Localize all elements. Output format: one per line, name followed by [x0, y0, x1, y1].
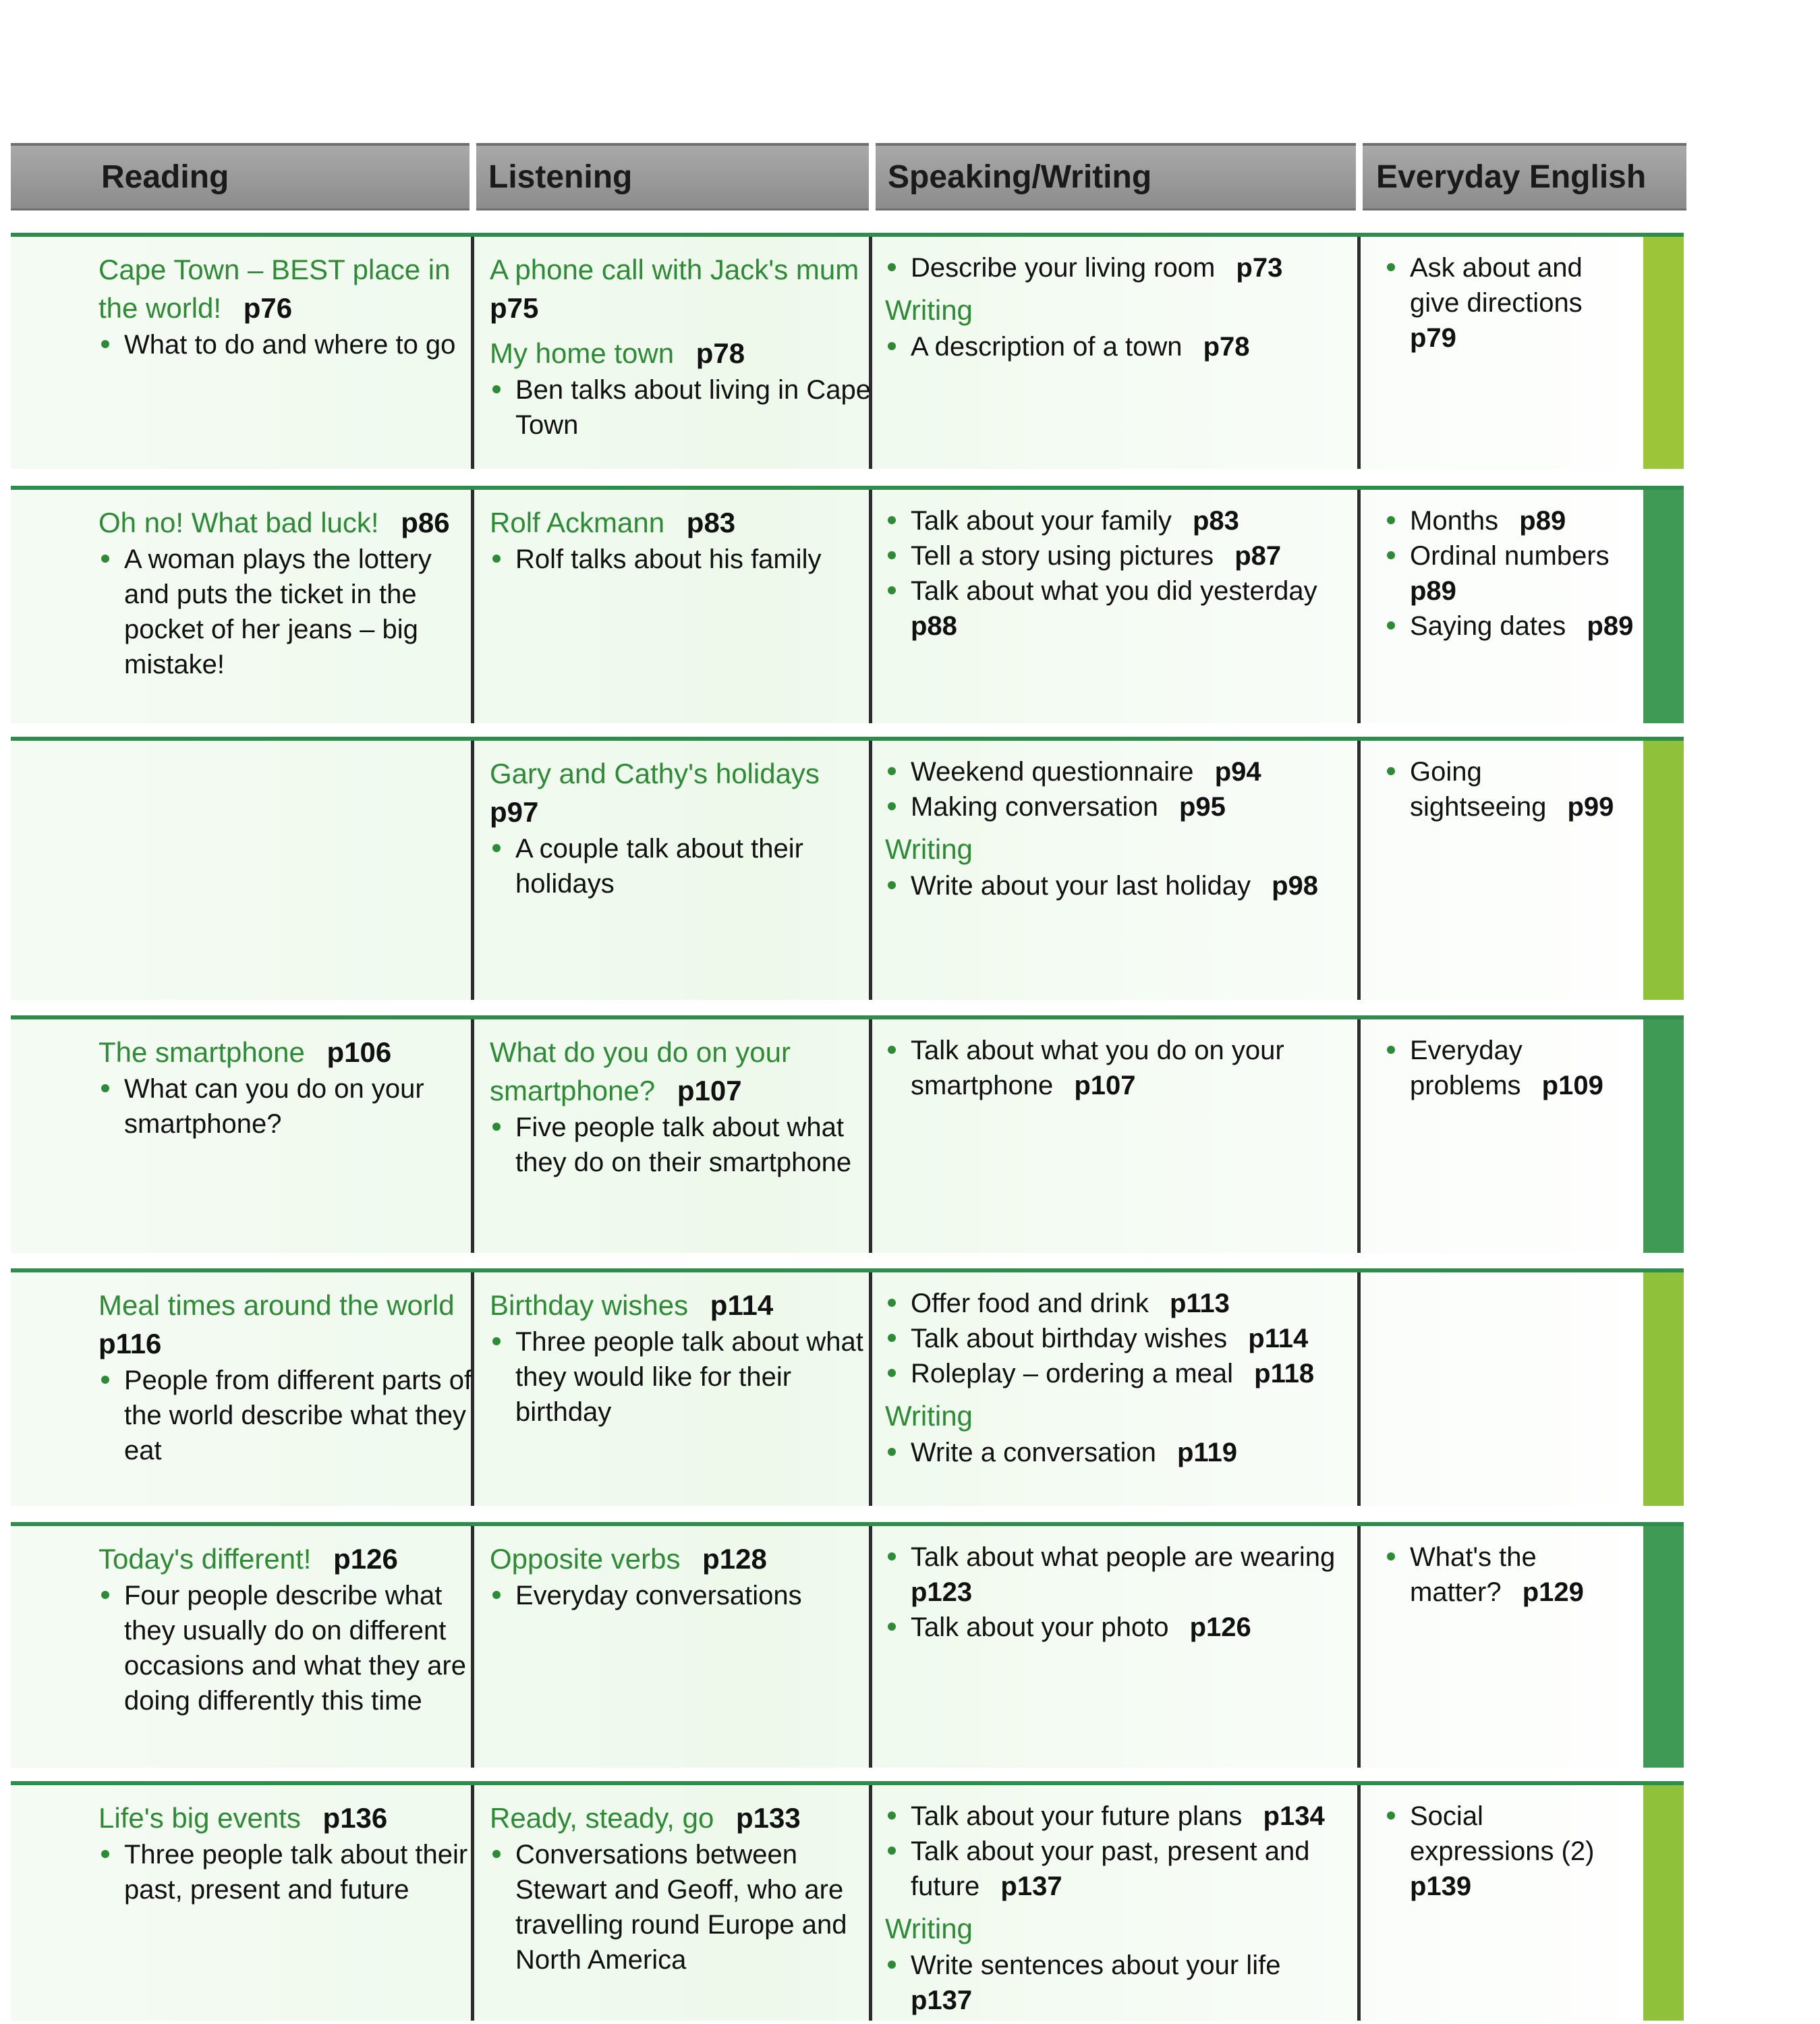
- reading-bullet-list: [98, 542, 476, 682]
- reading-title-text: Life's big events: [98, 1802, 301, 1834]
- speaking-page-ref: p94: [1214, 757, 1261, 787]
- speaking-bullet-text: Talk about your photo: [911, 1612, 1169, 1642]
- everyday-bullet-item: [1384, 503, 1634, 538]
- reading-bullet-item: [98, 1071, 476, 1142]
- speaking-bullet-item: [885, 538, 1357, 573]
- reading-title: [98, 1799, 476, 1837]
- listening-title-text: My home town: [490, 337, 675, 369]
- header-listening: [476, 143, 869, 210]
- speaking-bullet-list: [885, 1435, 1357, 1470]
- speaking-bullet-item: [885, 1799, 1357, 1834]
- everyday-page-ref: p99: [1567, 792, 1614, 822]
- speaking-bullet-list: [885, 754, 1357, 824]
- everyday-english-cell: [1384, 1033, 1634, 1103]
- everyday-bullet-text: Ask about and give directions: [1410, 253, 1583, 318]
- reading-bullet-item: [98, 327, 476, 362]
- reading-bullet-text: People from different parts of the world describe what they eat: [124, 1366, 472, 1465]
- column-divider: [471, 741, 474, 1000]
- listening-bullet-list: [490, 1324, 881, 1430]
- column-divider: [1357, 1019, 1361, 1253]
- everyday-page-ref: p89: [1519, 506, 1566, 536]
- listening-bullet-text: Everyday conversations: [515, 1581, 802, 1610]
- reading-bullet-list: [98, 1578, 476, 1718]
- column-divider: [1357, 1785, 1361, 2021]
- writing-heading: Writing: [885, 833, 973, 865]
- speaking-bullet-text: Write sentences about your life: [911, 1950, 1281, 1980]
- everyday-bullet-text: What's the matter?: [1410, 1542, 1537, 1607]
- unit-row: [11, 737, 1684, 1000]
- listening-bullet-text: A couple talk about their holidays: [515, 834, 803, 899]
- reading-cell: [98, 1799, 476, 1907]
- reading-bullet-list: [98, 1363, 476, 1468]
- everyday-page-ref: p89: [1587, 611, 1634, 641]
- listening-bullet-list: [490, 1578, 881, 1613]
- listening-page-ref: p75: [490, 292, 539, 324]
- listening-item: [490, 754, 881, 901]
- listening-title-text: Rolf Ackmann: [490, 507, 665, 538]
- speaking-writing-cell: [885, 1540, 1357, 1645]
- listening-bullet-item: [490, 1110, 881, 1180]
- everyday-english-cell: [1384, 250, 1634, 356]
- everyday-bullet-item: [1384, 250, 1634, 356]
- listening-bullet-list: [490, 372, 881, 443]
- speaking-page-ref: p137: [911, 1986, 973, 2015]
- everyday-bullet-text: Months: [1410, 506, 1499, 536]
- speaking-page-ref: p113: [1169, 1289, 1230, 1318]
- speaking-page-ref: p88: [911, 611, 957, 641]
- header-reading-label: Reading: [101, 159, 229, 195]
- speaking-bullet-list: [885, 1033, 1357, 1103]
- reading-cell: [98, 503, 476, 682]
- reading-title: [98, 1033, 476, 1071]
- listening-item: [490, 1540, 881, 1613]
- listening-title-text: Opposite verbs: [490, 1543, 681, 1575]
- listening-cell: [490, 503, 881, 577]
- unit-row: [11, 1015, 1684, 1253]
- speaking-bullet-item: [885, 573, 1357, 644]
- speaking-page-ref: p73: [1236, 253, 1283, 283]
- speaking-page-ref: p123: [911, 1577, 973, 1607]
- listening-cell: [490, 1540, 881, 1613]
- speaking-bullet-item: [885, 1540, 1357, 1610]
- speaking-bullet-item: [885, 329, 1357, 364]
- speaking-writing-cell: [885, 1033, 1357, 1103]
- reading-bullet-list: [98, 1071, 476, 1142]
- speaking-bullet-text: Weekend questionnaire: [911, 757, 1194, 787]
- writing-heading: Writing: [885, 294, 973, 326]
- column-divider: [1357, 1272, 1361, 1506]
- everyday-english-cell: [1384, 1540, 1634, 1610]
- listening-title-text: Birthday wishes: [490, 1289, 689, 1321]
- listening-page-ref: p128: [702, 1543, 767, 1575]
- speaking-bullet-text: Making conversation: [911, 792, 1158, 822]
- speaking-bullet-item: [885, 1435, 1357, 1470]
- writing-heading: Writing: [885, 1400, 973, 1432]
- speaking-bullet-text: Describe your living room: [911, 253, 1216, 283]
- listening-page-ref: p97: [490, 796, 539, 828]
- speaking-bullet-item: [885, 1321, 1357, 1356]
- speaking-page-ref: p95: [1178, 792, 1226, 822]
- reading-title: [98, 1540, 476, 1578]
- speaking-bullet-list: [885, 1540, 1357, 1645]
- everyday-english-cell: [1384, 1799, 1634, 1904]
- listening-title: [490, 503, 881, 542]
- reading-title: [98, 1286, 476, 1363]
- everyday-bullet-text: Everyday problems: [1410, 1036, 1523, 1100]
- listening-bullet-text: Five people talk about what they do on their smartphone: [515, 1113, 852, 1177]
- reading-bullet-text: A woman plays the lottery and puts the ticket in the pocket of her jeans – big mistake!: [124, 544, 432, 679]
- header-reading: [11, 143, 470, 210]
- listening-bullet-item: [490, 1324, 881, 1430]
- everyday-bullet-list: [1384, 1033, 1634, 1103]
- header-everyday-english: [1363, 143, 1686, 210]
- listening-title-text: A phone call with Jack's mum: [490, 254, 859, 285]
- speaking-writing-cell: [885, 250, 1357, 364]
- reading-page-ref: p76: [243, 292, 293, 324]
- speaking-bullet-text: Talk about your family: [911, 506, 1172, 536]
- listening-bullet-item: [490, 542, 881, 577]
- everyday-bullet-list: [1384, 754, 1634, 824]
- writing-heading: Writing: [885, 1913, 973, 1944]
- everyday-english-cell: [1384, 503, 1634, 644]
- speaking-bullet-text: A description of a town: [911, 332, 1183, 362]
- speaking-bullet-list: [885, 1799, 1357, 1904]
- listening-title: [490, 1799, 881, 1837]
- reading-page-ref: p116: [98, 1328, 162, 1359]
- speaking-bullet-item: [885, 1834, 1357, 1904]
- reading-bullet-item: [98, 1363, 476, 1468]
- reading-bullet-list: [98, 327, 476, 362]
- speaking-page-ref: p98: [1272, 871, 1319, 901]
- speaking-bullet-text: Write about your last holiday: [911, 871, 1251, 901]
- listening-bullet-list: [490, 831, 881, 901]
- speaking-bullet-text: Talk about your future plans: [911, 1801, 1243, 1831]
- everyday-page-ref: p139: [1410, 1872, 1472, 1901]
- everyday-page-ref: p129: [1522, 1577, 1584, 1607]
- listening-bullet-item: [490, 1578, 881, 1613]
- listening-title: [490, 754, 881, 831]
- reading-bullet-text: Four people describe what they usually do on different occasions and what they are doing differently this time: [124, 1581, 466, 1716]
- speaking-bullet-list: [885, 1948, 1357, 2018]
- listening-item: [490, 503, 881, 577]
- speaking-page-ref: p134: [1263, 1801, 1325, 1831]
- listening-bullet-text: Three people talk about what they would like for their birthday: [515, 1327, 863, 1427]
- everyday-bullet-item: [1384, 1033, 1634, 1103]
- listening-bullet-list: [490, 542, 881, 577]
- speaking-writing-cell: [885, 503, 1357, 644]
- speaking-bullet-item: [885, 1948, 1357, 2018]
- listening-bullet-list: [490, 1837, 881, 1977]
- everyday-bullet-list: [1384, 1540, 1634, 1610]
- reading-title-text: The smartphone: [98, 1036, 305, 1068]
- header-listening-label: Listening: [488, 159, 633, 195]
- reading-cell: [98, 1540, 476, 1718]
- unit-row: [11, 1522, 1684, 1768]
- speaking-page-ref: p87: [1234, 541, 1282, 571]
- listening-item: [490, 1286, 881, 1430]
- unit-row: [11, 233, 1684, 469]
- listening-page-ref: p78: [695, 337, 745, 369]
- listening-page-ref: p107: [677, 1075, 742, 1106]
- header-everyday-label: Everyday English: [1376, 159, 1647, 195]
- listening-bullet-item: [490, 1837, 881, 1977]
- speaking-page-ref: p118: [1254, 1359, 1315, 1388]
- speaking-page-ref: p107: [1074, 1071, 1136, 1100]
- unit-color-band: [1643, 237, 1684, 469]
- listening-title: [490, 334, 881, 372]
- reading-page-ref: p126: [333, 1543, 398, 1575]
- listening-cell: [490, 250, 881, 443]
- everyday-bullet-text: Going sightseeing: [1410, 757, 1547, 822]
- reading-bullet-text: Three people talk about their past, present and future: [124, 1840, 468, 1905]
- everyday-page-ref: p79: [1410, 323, 1456, 353]
- column-divider: [1357, 1526, 1361, 1768]
- listening-title: [490, 1540, 881, 1578]
- speaking-bullet-item: [885, 1033, 1357, 1103]
- reading-page-ref: p106: [326, 1036, 392, 1068]
- everyday-bullet-text: Social expressions (2): [1410, 1801, 1595, 1866]
- reading-bullet-list: [98, 1837, 476, 1907]
- listening-title: [490, 1286, 881, 1324]
- speaking-page-ref: p137: [1000, 1872, 1062, 1901]
- unit-color-band: [1643, 1019, 1684, 1253]
- speaking-page-ref: p119: [1177, 1438, 1237, 1467]
- speaking-bullet-text: Roleplay – ordering a meal: [911, 1359, 1234, 1388]
- speaking-page-ref: p83: [1192, 506, 1239, 536]
- header-speaking-label: Speaking/Writing: [888, 159, 1152, 195]
- column-divider: [1357, 490, 1361, 723]
- unit-color-band: [1643, 741, 1684, 1000]
- listening-bullet-text: Rolf talks about his family: [515, 544, 822, 574]
- listening-title-text: Ready, steady, go: [490, 1802, 714, 1834]
- everyday-english-cell: [1384, 754, 1634, 824]
- listening-item: [490, 1033, 881, 1180]
- reading-title-text: Today's different!: [98, 1543, 312, 1575]
- speaking-bullet-list: [885, 1286, 1357, 1391]
- reading-bullet-item: [98, 542, 476, 682]
- speaking-bullet-item: [885, 250, 1357, 285]
- column-divider: [1357, 237, 1361, 469]
- unit-row: [11, 1781, 1684, 2021]
- listening-title-text: Gary and Cathy's holidays: [490, 758, 820, 789]
- reading-title: [98, 250, 476, 327]
- listening-bullet-item: [490, 831, 881, 901]
- listening-bullet-text: Ben talks about living in Cape Town: [515, 375, 871, 440]
- everyday-bullet-item: [1384, 609, 1634, 644]
- column-divider: [1357, 741, 1361, 1000]
- everyday-bullet-text: Ordinal numbers: [1410, 541, 1610, 571]
- speaking-bullet-text: Tell a story using pictures: [911, 541, 1214, 571]
- listening-item: [490, 250, 881, 327]
- reading-bullet-text: What can you do on your smartphone?: [124, 1074, 424, 1139]
- listening-cell: [490, 1033, 881, 1180]
- listening-page-ref: p133: [735, 1802, 801, 1834]
- speaking-bullet-text: Talk about your past, present and future: [911, 1836, 1310, 1901]
- everyday-bullet-item: [1384, 1799, 1634, 1904]
- everyday-page-ref: p89: [1410, 576, 1456, 606]
- speaking-bullet-list: [885, 503, 1357, 644]
- header-speaking-writing: [876, 143, 1356, 210]
- speaking-bullet-list: [885, 868, 1357, 903]
- speaking-bullet-text: Talk about what you did yesterday: [911, 576, 1317, 606]
- reading-title: [98, 503, 476, 542]
- everyday-page-ref: p109: [1541, 1071, 1603, 1100]
- unit-color-band: [1643, 1526, 1684, 1768]
- everyday-bullet-item: [1384, 538, 1634, 609]
- speaking-bullet-text: Talk about what people are wearing: [911, 1542, 1336, 1572]
- speaking-page-ref: p114: [1248, 1324, 1309, 1353]
- everyday-bullet-list: [1384, 503, 1634, 644]
- reading-cell: [98, 1033, 476, 1142]
- speaking-page-ref: p126: [1189, 1612, 1251, 1642]
- reading-cell: [98, 1286, 476, 1468]
- speaking-bullet-item: [885, 503, 1357, 538]
- everyday-bullet-text: Saying dates: [1410, 611, 1566, 641]
- reading-bullet-text: What to do and where to go: [124, 330, 456, 360]
- everyday-bullet-list: [1384, 250, 1634, 356]
- reading-page-ref: p136: [322, 1802, 388, 1834]
- listening-title-text: What do you do on your smartphone?: [490, 1036, 791, 1106]
- speaking-page-ref: p78: [1203, 332, 1250, 362]
- speaking-bullet-item: [885, 754, 1357, 789]
- speaking-bullet-item: [885, 868, 1357, 903]
- reading-cell: [98, 250, 476, 362]
- listening-bullet-list: [490, 1110, 881, 1180]
- reading-title-text: Meal times around the world: [98, 1289, 455, 1321]
- listening-item: [490, 1799, 881, 1977]
- speaking-bullet-list: [885, 329, 1357, 364]
- speaking-bullet-item: [885, 789, 1357, 824]
- listening-bullet-item: [490, 372, 881, 443]
- everyday-bullet-item: [1384, 754, 1634, 824]
- speaking-bullet-text: Offer food and drink: [911, 1289, 1149, 1318]
- listening-cell: [490, 1799, 881, 1977]
- listening-page-ref: p114: [710, 1289, 774, 1321]
- listening-bullet-text: Conversations between Stewart and Geoff, who are travelling round Europe and North America: [515, 1840, 847, 1975]
- unit-color-band: [1643, 1785, 1684, 2021]
- speaking-writing-cell: [885, 1799, 1357, 2018]
- speaking-bullet-item: [885, 1356, 1357, 1391]
- reading-bullet-item: [98, 1578, 476, 1718]
- speaking-bullet-text: Talk about what you do on your smartphone: [911, 1036, 1284, 1100]
- speaking-writing-cell: [885, 1286, 1357, 1470]
- speaking-bullet-text: Talk about birthday wishes: [911, 1324, 1228, 1353]
- speaking-bullet-list: [885, 250, 1357, 285]
- unit-color-band: [1643, 490, 1684, 723]
- speaking-bullet-item: [885, 1610, 1357, 1645]
- listening-title: [490, 1033, 881, 1110]
- everyday-bullet-list: [1384, 1799, 1634, 1904]
- unit-row: [11, 486, 1684, 723]
- speaking-bullet-item: [885, 1286, 1357, 1321]
- everyday-bullet-item: [1384, 1540, 1634, 1610]
- unit-row: [11, 1268, 1684, 1506]
- listening-item: [490, 334, 881, 443]
- listening-page-ref: p83: [686, 507, 736, 538]
- reading-title-text: Cape Town – BEST place in the world!: [98, 254, 451, 324]
- speaking-bullet-text: Write a conversation: [911, 1438, 1156, 1467]
- reading-title-text: Oh no! What bad luck!: [98, 507, 379, 538]
- listening-cell: [490, 754, 881, 901]
- speaking-writing-cell: [885, 754, 1357, 903]
- listening-cell: [490, 1286, 881, 1430]
- reading-page-ref: p86: [401, 507, 450, 538]
- unit-color-band: [1643, 1272, 1684, 1506]
- reading-bullet-item: [98, 1837, 476, 1907]
- listening-title: [490, 250, 881, 327]
